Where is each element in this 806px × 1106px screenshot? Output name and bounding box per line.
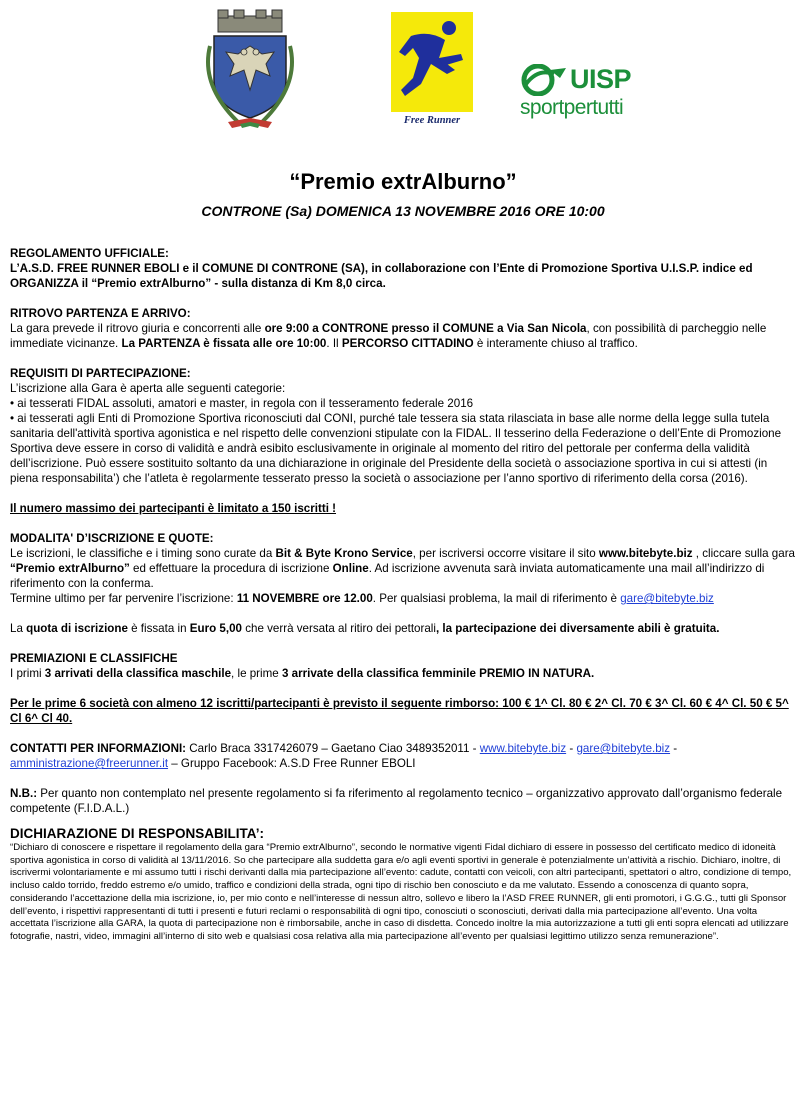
- modalita-t1: Le iscrizioni, le classifiche e i timing sono curate da: [10, 547, 276, 560]
- modalita-termine: [10, 591, 796, 606]
- modalita-b4: Online: [332, 562, 369, 575]
- ritrovo-text: [10, 321, 796, 351]
- contatti-text: [10, 741, 796, 771]
- premiazioni-text: [10, 666, 796, 681]
- ritrovo-t3: . Il: [326, 337, 342, 350]
- requisiti-heading: REQUISITI DI PARTECIPAZIONE:: [10, 367, 191, 380]
- modalita-b3: “Premio extrAlburno”: [10, 562, 130, 575]
- nb-text: [10, 786, 796, 816]
- termine-t1: Termine ultimo per far pervenire l’iscrizione:: [10, 592, 237, 605]
- contatti-sep1: -: [566, 742, 577, 755]
- section-premiazioni: [10, 651, 796, 681]
- quota-amount: Euro 5,00: [189, 622, 242, 635]
- contatti-t2: – Gruppo Facebook: A.S.D Free Runner EBOLI: [168, 757, 416, 770]
- contatti-sep2: -: [670, 742, 678, 755]
- ritrovo-t2: , con possibilità di parcheggio nelle immediate vicinanze.: [10, 322, 767, 350]
- ritrovo-b3: PERCORSO CITTADINO: [341, 337, 474, 350]
- page-title: “Premio extrAlburno”: [289, 169, 517, 194]
- logos-row: [10, 0, 796, 140]
- regolamento-text: L’A.S.D. FREE RUNNER EBOLI e il COMUNE DI CONTRONE (SA), in collaborazione con l’Ente di Promozione Sportiva U.I.S.P. indice ed ORGANIZZA il “Premio extrAlburno” - sulla distanza di Km 8,0 circa.: [10, 262, 753, 290]
- modalita-b1: Bit & Byte Krono Service: [275, 547, 413, 560]
- premiazioni-t2: , le prime: [231, 667, 282, 680]
- dichiarazione-text: “Dichiaro di conoscere e rispettare il regolamento della gara “Premio extrAlburno”, secondo le normative vigenti Fidal dichiaro di essere in possesso del certificato medico di idoneità sportiva agonistica in corso di validità al 13/11/2016. So che partecipare alla suddetta gara e/o agli eventi sportivi in generale è potenzialmente un’attività a rischio. Dichiaro, inoltre, di iscrivermi volontariamente e mi assumo tutti i rischi derivanti dalla mia partecipazione all’evento: cadute, contatti con veicoli, con altri partecipanti, spettatori o altro, condizione di tempo, incluso caldo torrido, freddo estremo e/o umido, traffico e condizioni della strada, ogni tipo di rischio ben conosciuto e da me valutato. Essendo a conoscenza di quanto sopra, considerando l’accettazione della mia iscrizione, io, per mio conto e nell’interesse di nessun altro, sollevo e libero la l’ASD FREE RUNNER, gli enti promotori, i G.G.G., tutti gli Sponsor dell’evento, i rispettivi rappresentanti di tutti i presenti e futuri reclami o responsabilità di ogni tipo, conosciuti o sconosciuti, derivati dalla mia partecipazione all’evento. Una volta accettata l’iscrizione alla GARA, la quota di partecipazione non è rimborsabile, anche in caso di disdetta. Concedo inoltre la mia autorizzazione a tutti gli enti sopra elencati ad utilizzare fotografie, nastri, video, immagini all’interno di sito web e qualsiasi cosa relativa alla mia partecipazione all’evento per qualsiasi legittimo utilizzo senza remunerazione”.: [10, 842, 792, 942]
- email-link-amministrazione[interactable]: amministrazione@freerunner.it: [10, 757, 169, 770]
- quota-t2: è fissata in: [127, 622, 190, 635]
- free-runner-logo: [391, 12, 473, 130]
- modalita-text: [10, 546, 796, 591]
- ritrovo-b1: ore 9:00 a CONTRONE presso il COMUNE a Via San Nicola: [264, 322, 587, 335]
- runner-icon: [391, 12, 473, 112]
- contatti-t1: Carlo Braca 3317426079 – Gaetano Ciao 3489352011 -: [186, 742, 480, 755]
- email-link-gare-2[interactable]: gare@bitebyte.biz: [576, 742, 671, 755]
- modalita-heading: MODALITA' D’ISCRIZIONE E QUOTE:: [10, 532, 214, 545]
- section-regolamento: [10, 246, 796, 291]
- regolamento-heading: REGOLAMENTO UFFICIALE:: [10, 247, 169, 260]
- uisp-swirl-icon: [520, 64, 568, 96]
- section-requisiti: [10, 366, 796, 486]
- quota-b3: , la partecipazione dei diversamente abili è gratuita.: [435, 622, 720, 635]
- dichiarazione-heading: DICHIARAZIONE DI RESPONSABILITA’:: [10, 826, 265, 841]
- requisiti-bullet-2: • ai tesserati agli Enti di Promozione Sportiva riconosciuti dal CONI, purché tale tessera sia stata rilasciata in base alle norme della legge sulla tutela sanitaria dell'attività sportiva agonistica e nel rispetto delle convenzioni stipulate con la FIDAL. Il tesserino della Federazione o dell’Ente di Promozione Sportiva deve essere in corso di validità e andrà esibito esclusivamente in originale al momento del ritiro del pettorale per conferma della validità dell’iscrizione. Può essere sostituito soltanto da una dichiarazione in originale del Presidente della società o associazione sportiva in cui si attesti (in piena responsabilita’) che l’atleta è regolarmente tesserato presso la società o associazione per l’anno sportivo di riferimento della corsa (2016).: [10, 412, 782, 485]
- termine-date: 11 NOVEMBRE ore 12.00: [236, 592, 373, 605]
- quota-t3: che verrà versata al ritiro dei pettorali: [241, 622, 436, 635]
- uisp-tagline: sportpertutti: [520, 96, 624, 119]
- site-link-bitebyte[interactable]: www.bitebyte.biz: [479, 742, 567, 755]
- nb-label: N.B.:: [10, 787, 38, 800]
- uisp-text: UISP: [570, 64, 632, 94]
- free-runner-text: Free Runner: [403, 115, 461, 126]
- ritrovo-t4: è interamente chiuso al traffico.: [473, 337, 638, 350]
- premiazioni-b2: 3 arrivate della classifica femminile PREMIO IN NATURA.: [281, 667, 595, 680]
- uisp-logo: [518, 62, 653, 132]
- crest-icon: [200, 6, 300, 132]
- contatti-label: CONTATTI PER INFORMAZIONI:: [10, 742, 187, 755]
- modalita-t2: , per iscriversi occorre visitare il sito: [412, 547, 599, 560]
- event-subtitle: CONTRONE (Sa) DOMENICA 13 NOVEMBRE 2016 ORE 10:00: [201, 203, 605, 219]
- quota-t1: La: [10, 622, 27, 635]
- max-partecipanti: Il numero massimo dei partecipanti è limitato a 150 iscritti !: [10, 502, 337, 515]
- premiazioni-b1: 3 arrivati della classifica maschile: [44, 667, 232, 680]
- section-modalita: [10, 531, 796, 606]
- requisiti-intro: L’iscrizione alla Gara è aperta alle seguenti categorie:: [10, 382, 286, 395]
- modalita-t3: , cliccare sulla gara: [692, 547, 795, 560]
- premiazioni-t1: I primi: [10, 667, 45, 680]
- requisiti-bullet-1: • ai tesserati FIDAL assoluti, amatori e master, in regola con il tesseramento federale 2016: [10, 397, 474, 410]
- ritrovo-heading: RITROVO PARTENZA E ARRIVO:: [10, 307, 191, 320]
- email-link-gare[interactable]: gare@bitebyte.biz: [620, 592, 714, 605]
- coat-of-arms-logo: [200, 6, 300, 132]
- premiazioni-heading: PREMIAZIONI E CLASSIFICHE: [10, 652, 178, 665]
- nb-body: Per quanto non contemplato nel presente regolamento si fa riferimento al regolamento tecnico – organizzativo approvato dall’organismo federale competente (F.I.D.A.L.): [10, 787, 783, 815]
- quota-text: [10, 621, 796, 636]
- modalita-t4: ed effettuare la procedura di iscrizione: [129, 562, 333, 575]
- modalita-site: www.bitebyte.biz: [598, 547, 693, 560]
- ritrovo-t1: La gara prevede il ritrovo giuria e concorrenti alle: [10, 322, 265, 335]
- rimborso-text: Per le prime 6 società con almeno 12 iscritti/partecipanti è previsto il seguente rimborso: 100 € 1^ Cl. 80 € 2^ Cl. 70 € 3^ Cl. 60 € 4^ Cl. 50 € 5^ Cl 6^ Cl 40.: [10, 697, 789, 725]
- modalita-t5: . Ad iscrizione avvenuta sarà inviata automaticamente una mail all’indirizzo di riferimento con la conferma.: [10, 562, 765, 590]
- termine-t2: . Per qualsiasi problema, la mail di riferimento è: [372, 592, 621, 605]
- quota-b1: quota di iscrizione: [26, 622, 128, 635]
- ritrovo-b2: La PARTENZA è fissata alle ore 10:00: [121, 337, 327, 350]
- section-ritrovo: [10, 306, 796, 351]
